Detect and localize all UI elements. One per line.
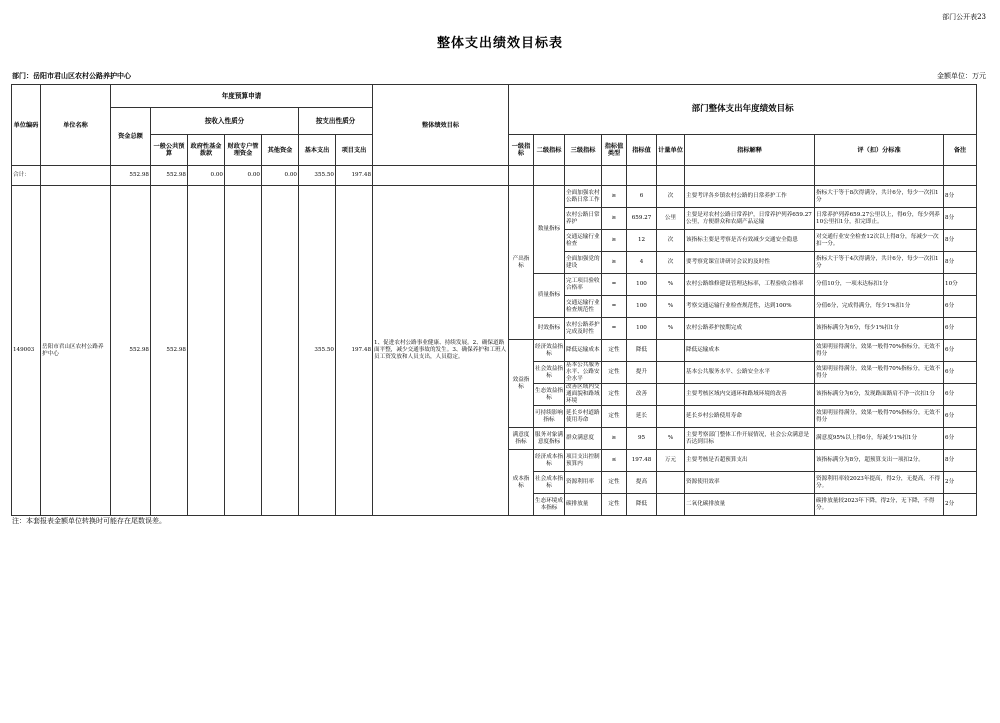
measure-unit	[657, 362, 685, 384]
total-general: 552.98	[151, 166, 188, 186]
indicator-value: 100	[627, 318, 657, 340]
total-row	[12, 166, 977, 186]
value-type: 定性	[602, 472, 627, 494]
level3-indicator: 农村公路日常养护	[565, 208, 602, 230]
remark: 6分	[944, 340, 977, 362]
level2-indicator: 生态效益指标	[534, 384, 565, 406]
level2-indicator: 生态环境成本指标	[534, 494, 565, 516]
level2-indicator: 服务对象满意度指标	[534, 428, 565, 450]
total-label: 合计：	[12, 166, 41, 186]
value-type: ≥	[602, 186, 627, 208]
scoring-standard: 指标大于等于4次得满分，共计6分，每少一次扣1分	[815, 252, 944, 274]
level2-indicator: 可持续影响指标	[534, 406, 565, 428]
indicator-value: 降低	[627, 494, 657, 516]
level3-indicator: 资源利用率	[565, 472, 602, 494]
indicator-value: 659.27	[627, 208, 657, 230]
header-by-purpose: 按支出性质分	[299, 108, 373, 135]
measure-unit	[657, 472, 685, 494]
level3-indicator: 全面加强党的建设	[565, 252, 602, 274]
header-by-source: 按收入性质分	[151, 108, 299, 135]
remark: 6分	[944, 362, 977, 384]
header-basic-exp: 基本支出	[299, 135, 336, 166]
measure-unit: 次	[657, 186, 685, 208]
level2-indicator: 时效指标	[534, 318, 565, 340]
indicator-value: 提高	[627, 472, 657, 494]
measure-unit: 次	[657, 252, 685, 274]
unit-other-funds	[262, 186, 299, 516]
header-unit-code: 单位编码	[12, 85, 41, 166]
level2-indicator: 经济效益指标	[534, 340, 565, 362]
scoring-standard: 该指标满分为6分，每少1%扣1分	[815, 318, 944, 340]
level3-indicator: 碳排放量	[565, 494, 602, 516]
indicator-value: 降低	[627, 340, 657, 362]
measure-unit: %	[657, 274, 685, 296]
header-scoring: 评（扣）分标准	[815, 135, 944, 166]
measure-unit: 公里	[657, 208, 685, 230]
header-gov-fund: 政府性基金拨款	[188, 135, 225, 166]
level3-indicator: 交通运输行业检查	[565, 230, 602, 252]
indicator-explain: 该指标主要是考察是否有效减少交通安全隐患	[685, 230, 815, 252]
indicator-value: 6	[627, 186, 657, 208]
total-basic: 355.50	[299, 166, 336, 186]
header-measure: 计量单位	[657, 135, 685, 166]
page-title: 整体支出绩效目标表	[436, 36, 563, 51]
remark: 10分	[944, 274, 977, 296]
remark: 8分	[944, 252, 977, 274]
value-type: =	[602, 296, 627, 318]
measure-unit: %	[657, 296, 685, 318]
level2-indicator: 质量指标	[534, 274, 565, 318]
level3-indicator: 群众满意度	[565, 428, 602, 450]
remark: 2分	[944, 472, 977, 494]
scoring-standard: 资源利用率较2023年提高，得2分，无提高，不得分。	[815, 472, 944, 494]
scoring-standard: 该指标满分为6分，发现路面路肩不净一次扣1分	[815, 384, 944, 406]
remark: 8分	[944, 450, 977, 472]
table-code: 部门公开表23	[942, 13, 986, 21]
header-remark: 备注	[944, 135, 977, 166]
value-type: ≥	[602, 230, 627, 252]
level2-indicator: 社会成本指标	[534, 472, 565, 494]
indicator-value: 197.48	[627, 450, 657, 472]
value-type: =	[602, 274, 627, 296]
remark: 6分	[944, 428, 977, 450]
currency-unit-label: 金额单位：万元	[937, 72, 986, 80]
measure-unit: 次	[657, 230, 685, 252]
unit-general-budget: 552.98	[151, 186, 188, 516]
unit-name: 岳阳市君山区农村公路养护中心	[41, 186, 111, 516]
measure-unit: 万元	[657, 450, 685, 472]
total-other: 0.00	[262, 166, 299, 186]
scoring-standard: 该指标满分为8分，超预算支出一项扣2分。	[815, 450, 944, 472]
level3-indicator: 完工项目验收合格率	[565, 274, 602, 296]
measure-unit	[657, 406, 685, 428]
header-general-budget: 一般公共预算	[151, 135, 188, 166]
level3-indicator: 交通运输行业检查规范性	[565, 296, 602, 318]
level3-indicator: 延长乡村道路使用寿命	[565, 406, 602, 428]
level1-indicator: 成本指标	[509, 450, 534, 516]
value-type: 定性	[602, 406, 627, 428]
header-level1: 一级指标	[509, 135, 534, 166]
header-unit-name: 单位名称	[41, 85, 111, 166]
scoring-standard: 指标大于等于8次得满分，共计6分，每少一次扣1分	[815, 186, 944, 208]
indicator-explain: 主要考评各乡镇农村公路的日常养护工作	[685, 186, 815, 208]
scoring-standard: 效果明显得满分，效果一般得70%指标分，无效不得分	[815, 406, 944, 428]
indicator-explain: 基本公共服务水平、公路安全水平	[685, 362, 815, 384]
indicator-explain: 资源使用效率	[685, 472, 815, 494]
indicator-explain: 主要考核区域内交通环和路域环境的改善	[685, 384, 815, 406]
value-type: 定性	[602, 384, 627, 406]
level3-indicator: 基本公共服务水平、公路安全水平	[566, 362, 600, 382]
header-level3: 三级指标	[565, 135, 602, 166]
indicator-explain: 农村公路维修建设管理达标率，工程验收合格率	[685, 274, 815, 296]
scoring-standard: 效果明显得满分，效果一般得70%指标分，无效不得分	[815, 340, 944, 362]
header-overall-goal: 整体绩效目标	[373, 85, 509, 166]
total-project: 197.48	[336, 166, 373, 186]
level3-indicator: 全面加强农村公路日常工作	[565, 186, 602, 208]
value-type: ≤	[602, 450, 627, 472]
scoring-standard: 分值6分，完成得满分，每少1%扣1分	[815, 296, 944, 318]
header-project-exp: 项目支出	[336, 135, 373, 166]
scoring-standard: 碳排放量较2023年下降，得2分，无下降，不得分。	[815, 494, 944, 516]
header-total-funds: 资金总额	[111, 108, 151, 166]
unit-total-funds: 552.98	[111, 186, 151, 516]
header-value-type: 指标值类型	[602, 135, 627, 166]
total-gov-fund: 0.00	[188, 166, 225, 186]
scoring-standard: 对交通行业安全检查12次以上得8分，每减少一次扣一分。	[815, 230, 944, 252]
header-fiscal-special: 财政专户管理资金	[225, 135, 262, 166]
scoring-standard: 满意度95%以上得6分，每减少1%扣1分	[815, 428, 944, 450]
indicator-explain: 延长乡村公路使用寿命	[685, 406, 815, 428]
value-type: =	[602, 318, 627, 340]
remark: 6分	[944, 318, 977, 340]
value-type: ≥	[602, 252, 627, 274]
indicator-value: 提升	[627, 362, 657, 384]
measure-unit	[657, 340, 685, 362]
indicator-explain: 农村公路养护按期完成	[685, 318, 815, 340]
header-annual-budget: 年度预算申请	[111, 85, 373, 108]
remark: 6分	[944, 406, 977, 428]
indicator-explain: 降低运输成本	[685, 340, 815, 362]
footnote: 注：本套报表金额单位转换时可能存在尾数误差。	[12, 517, 166, 525]
unit-code: 149003	[12, 186, 41, 516]
measure-unit	[657, 384, 685, 406]
remark: 6分	[944, 384, 977, 406]
total-funds: 552.98	[111, 166, 151, 186]
header-explain: 指标解释	[685, 135, 815, 166]
level2-indicator: 社会效益指标	[534, 362, 565, 384]
scoring-standard: 效果明显得满分，效果一般得70%指标分，无效不得分	[815, 362, 944, 384]
level3-indicator: 降低运输成本	[565, 340, 602, 362]
measure-unit: %	[657, 428, 685, 450]
header-level2: 二级指标	[534, 135, 565, 166]
performance-table	[11, 84, 977, 516]
total-fiscal: 0.00	[225, 166, 262, 186]
indicator-value: 4	[627, 252, 657, 274]
value-type: ≥	[602, 428, 627, 450]
unit-gov-fund	[188, 186, 225, 516]
remark: 8分	[944, 230, 977, 252]
unit-basic-exp: 355.50	[299, 186, 336, 516]
indicator-explain: 主要考察部门整体工作开展情况，社会公众满意是否达到目标	[685, 428, 815, 450]
header-dept-goal: 部门整体支出年度绩效目标	[509, 85, 977, 135]
remark: 6分	[944, 296, 977, 318]
remark: 2分	[944, 494, 977, 516]
level1-indicator: 满意度指标	[509, 428, 534, 450]
scoring-standard: 分值10分，一项未达标扣1分	[815, 274, 944, 296]
indicator-value: 95	[627, 428, 657, 450]
scoring-standard: 日常养护列养659.27公里以上，得6分，每少列养10公里扣1分，扣完即止。	[815, 208, 944, 230]
remark: 8分	[944, 208, 977, 230]
level2-indicator: 数量指标	[534, 186, 565, 274]
measure-unit: %	[657, 318, 685, 340]
level3-indicator: 改善区域内交通面貌和路域环境	[566, 384, 600, 404]
indicator-value: 12	[627, 230, 657, 252]
indicator-explain: 二氧化碳排放量	[685, 494, 815, 516]
value-type: ≥	[602, 208, 627, 230]
indicator-explain: 主要是对农村公路日常养护，日常养护列养659.27公里，方便群众和农副产品运输	[685, 208, 815, 230]
level3-indicator: 项目支出控制预算内	[565, 450, 602, 472]
value-type: 定性	[602, 362, 627, 384]
indicator-explain: 要考察党课宣讲研讨会议的及时性	[685, 252, 815, 274]
indicator-value: 100	[627, 274, 657, 296]
indicator-value: 延长	[627, 406, 657, 428]
level3-indicator: 农村公路养护完成及时性	[565, 318, 602, 340]
indicator-value: 改善	[627, 384, 657, 406]
overall-goal-text: 1、促进农村公路事业健康、持续发展。2、确保道路面平整，减少交通事故的发生。3、确保养护和工班人员工资发放和人员支出，人员稳定。	[373, 186, 509, 516]
value-type: 定性	[602, 494, 627, 516]
level1-indicator: 产出指标	[509, 186, 534, 340]
department-label: 部门：岳阳市君山区农村公路养护中心	[12, 71, 131, 80]
unit-project-exp: 197.48	[336, 186, 373, 516]
indicator-row	[12, 186, 977, 208]
indicator-explain: 主要考核是否超预算支出	[685, 450, 815, 472]
level2-indicator: 经济成本指标	[534, 450, 565, 472]
header-other-funds: 其他资金	[262, 135, 299, 166]
remark: 8分	[944, 186, 977, 208]
unit-fiscal-special	[225, 186, 262, 516]
measure-unit	[657, 494, 685, 516]
indicator-explain: 考察交通运输行业检查规范性，达到100%	[685, 296, 815, 318]
level1-indicator: 效益指标	[509, 340, 534, 428]
header-value: 指标值	[627, 135, 657, 166]
indicator-value: 100	[627, 296, 657, 318]
value-type: 定性	[602, 340, 627, 362]
